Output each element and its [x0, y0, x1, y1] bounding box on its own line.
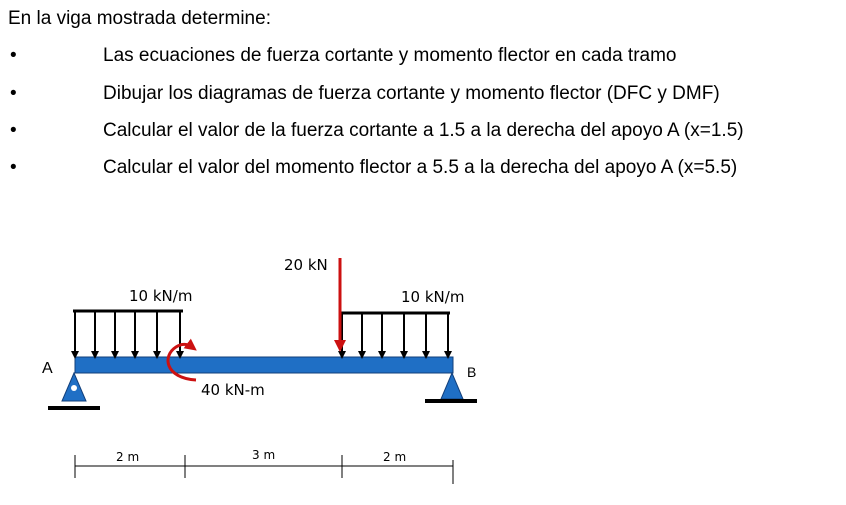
- dimension-label-1: 2 m: [116, 450, 140, 464]
- support-b-label: B: [467, 364, 477, 380]
- right-distributed-load: [340, 313, 450, 355]
- bullet-marker: •: [10, 45, 17, 66]
- bullet-marker: •: [10, 157, 17, 178]
- moment-label: 40 kN-m: [201, 381, 265, 399]
- bullet-marker: •: [10, 120, 17, 141]
- right-load-label: 10 kN/m: [401, 288, 465, 306]
- task-item-1: Las ecuaciones de fuerza cortante y momento flector en cada tramo: [103, 45, 677, 66]
- left-load-label: 10 kN/m: [129, 287, 193, 305]
- task-item-2: Dibujar los diagramas de fuerza cortante y momento flector (DFC y DMF): [103, 83, 720, 104]
- left-distributed-load: [73, 311, 183, 355]
- dimension-label-3: 2 m: [383, 450, 407, 464]
- task-item-4: Calcular el valor del momento flector a 5.5 a la derecha del apoyo A (x=5.5): [103, 157, 738, 178]
- task-item-3: Calcular el valor de la fuerza cortante a 1.5 a la derecha del apoyo A (x=1.5): [103, 120, 744, 141]
- support-a-pin: [48, 373, 100, 408]
- dimension-label-2: 3 m: [252, 448, 276, 462]
- problem-heading: En la viga mostrada determine:: [8, 8, 271, 29]
- support-a-label: A: [42, 360, 53, 377]
- bullet-marker: •: [10, 83, 17, 104]
- point-load-label: 20 kN: [284, 256, 328, 274]
- beam: [75, 357, 453, 373]
